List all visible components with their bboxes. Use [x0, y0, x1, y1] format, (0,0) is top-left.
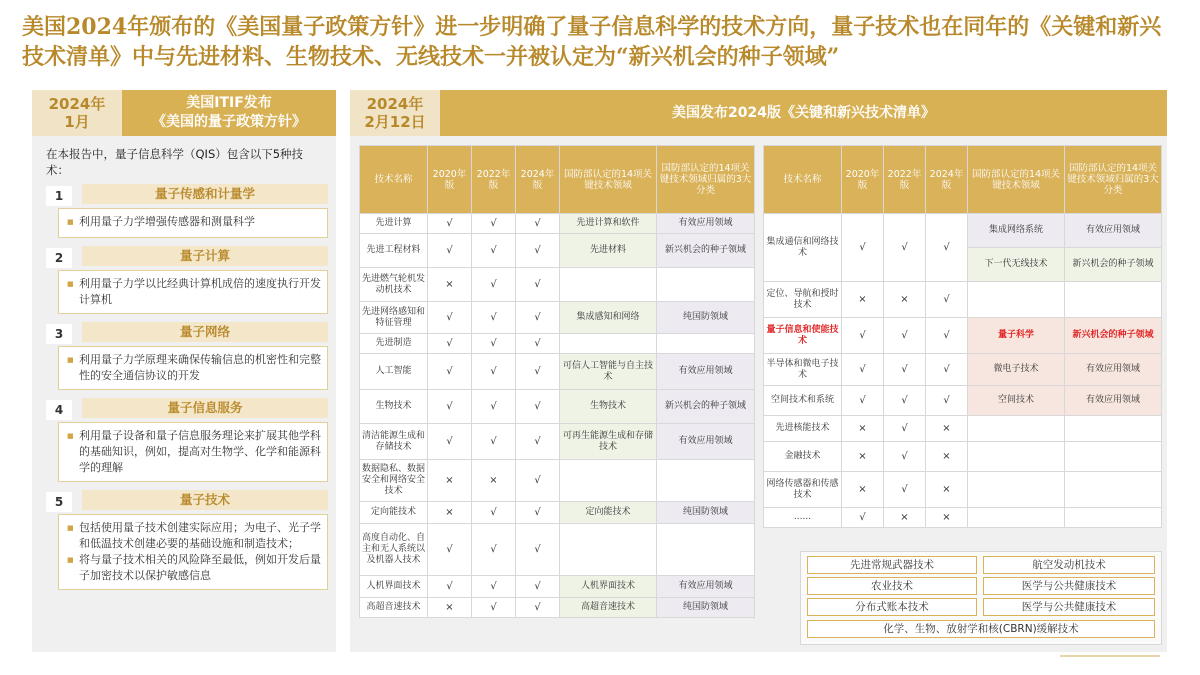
year-2022-cell: √ — [884, 214, 926, 282]
column-header: 2022年版 — [472, 146, 516, 214]
tech-name-cell: 先进网络感知和特征管理 — [360, 302, 428, 334]
year-2022-cell: √ — [472, 598, 516, 618]
section-body — [58, 270, 328, 314]
year-2022-cell: √ — [472, 524, 516, 576]
year-2024-cell: √ — [516, 424, 560, 460]
year-2022-cell: √ — [884, 472, 926, 508]
page-title: 美国2024年颁布的《美国量子政策方针》进一步明确了量子信息科学的技术方向，量子技术也在同年的《关键和新兴技术清单》中与先进材料、生物技术、无线技术一并被认定为“新兴机会的种子领域” — [22, 14, 1162, 70]
cet-table-right — [763, 145, 1162, 528]
year-2024-cell: √ — [516, 598, 560, 618]
year-2022-cell: √ — [472, 234, 516, 268]
table-row — [764, 318, 1162, 354]
year-2020-cell: × — [842, 282, 884, 318]
table-header-row — [360, 146, 755, 214]
table-row — [360, 268, 755, 302]
tech-name-cell: 生物技术 — [360, 390, 428, 424]
dod-field-cell — [560, 460, 657, 502]
tech-name-cell: ...... — [764, 508, 842, 528]
dod-field-cell — [968, 416, 1065, 442]
dod-field-cell — [560, 268, 657, 302]
table-row — [764, 472, 1162, 508]
itif-publisher-line1: 美国ITIF发布 — [186, 95, 272, 111]
section-heading: 量子网络 — [82, 322, 328, 342]
tech-name-cell: 先进核能技术 — [764, 416, 842, 442]
qis-section-list — [32, 184, 336, 590]
dod-category-cell: 纯国防领域 — [657, 598, 755, 618]
dod-field-cell: 量子科学 — [968, 318, 1065, 354]
year-2022-cell: √ — [884, 318, 926, 354]
dod-field-cell: 高超音速技术 — [560, 598, 657, 618]
bullet-text: 包括使用量子技术创建实际应用；为电子、光子学和低温技术创建必要的基础设施和制造技术； — [79, 521, 321, 550]
dod-field-cell: 微电子技术 — [968, 354, 1065, 386]
table-row — [360, 334, 755, 354]
year-2020-cell: √ — [428, 576, 472, 598]
dod-category-cell: 新兴机会的种子领域 — [657, 234, 755, 268]
year-2020-cell: √ — [428, 334, 472, 354]
table-row — [764, 416, 1162, 442]
dod-field-cell — [968, 282, 1065, 318]
year-2020-cell: √ — [842, 386, 884, 416]
dod-field-cell: 可信人工智能与自主技术 — [560, 354, 657, 390]
additional-tech-item: 化学、生物、放射学和核(CBRN)缓解技术 — [807, 620, 1155, 638]
dod-category-cell: 有效应用领域 — [657, 576, 755, 598]
dod-field-cell: 下一代无线技术 — [968, 248, 1065, 282]
qis-section — [40, 322, 328, 390]
qis-section — [40, 490, 328, 590]
year-2024-cell: × — [926, 442, 968, 472]
year-2022-cell: × — [884, 282, 926, 318]
additional-tech-item: 农业技术 — [807, 577, 977, 595]
decorative-line — [1060, 655, 1160, 657]
year-2020-cell: × — [428, 268, 472, 302]
section-number: 1 — [46, 186, 72, 206]
dod-category-cell — [657, 268, 755, 302]
tech-name-cell: 高度自动化、自主和无人系统以及机器人技术 — [360, 524, 428, 576]
dod-category-cell: 有效应用领域 — [1065, 354, 1162, 386]
tech-name-cell: 先进计算 — [360, 214, 428, 234]
year-2020-cell: √ — [428, 424, 472, 460]
itif-report-panel — [32, 90, 336, 652]
year-2020-cell: √ — [842, 214, 884, 282]
itif-date-month: 1月 — [64, 113, 90, 131]
cet-panel-header — [350, 90, 1167, 136]
table-row — [360, 354, 755, 390]
section-number: 5 — [46, 492, 72, 512]
dod-category-cell: 有效应用领域 — [657, 424, 755, 460]
dod-category-cell: 有效应用领域 — [657, 214, 755, 234]
dod-category-cell — [1065, 472, 1162, 508]
dod-field-cell — [968, 508, 1065, 528]
year-2020-cell: √ — [842, 508, 884, 528]
tech-name-cell: 先进燃气轮机发动机技术 — [360, 268, 428, 302]
additional-tech-item: 航空发动机技术 — [983, 556, 1155, 574]
year-2024-cell: √ — [516, 214, 560, 234]
bullet-item — [67, 214, 321, 230]
bullet-text: 利用量子力学增强传感器和测量科学 — [79, 215, 255, 228]
year-2022-cell: √ — [472, 302, 516, 334]
section-heading: 量子信息服务 — [82, 398, 328, 418]
dod-category-cell — [1065, 416, 1162, 442]
tech-name-cell: 数据隐私、数据安全和网络安全技术 — [360, 460, 428, 502]
year-2022-cell: × — [472, 460, 516, 502]
column-header: 国防部认定的14项关键技术领域 — [560, 146, 657, 214]
column-header: 国防部认定的14项关键技术领域 — [968, 146, 1065, 214]
table-row — [764, 214, 1162, 248]
year-2020-cell: √ — [428, 390, 472, 424]
year-2024-cell: √ — [516, 460, 560, 502]
bullet-icon: ■ — [67, 280, 74, 288]
bullet-text: 将与量子技术相关的风险降至最低，例如开发后量子加密技术以保护敏感信息 — [79, 553, 321, 582]
table-header-row — [764, 146, 1162, 214]
qis-section — [40, 398, 328, 482]
year-2020-cell: √ — [428, 234, 472, 268]
year-2024-cell: × — [926, 472, 968, 508]
year-2024-cell: √ — [516, 268, 560, 302]
table-row — [360, 234, 755, 268]
year-2024-cell: √ — [516, 334, 560, 354]
cet-table-left — [359, 145, 755, 618]
year-2024-cell: × — [926, 508, 968, 528]
bullet-item — [67, 552, 321, 584]
tech-name-cell: 定位、导航和授时技术 — [764, 282, 842, 318]
column-header: 2024年版 — [926, 146, 968, 214]
year-2024-cell: √ — [516, 576, 560, 598]
section-number: 4 — [46, 400, 72, 420]
year-2024-cell: √ — [926, 354, 968, 386]
year-2020-cell: √ — [428, 214, 472, 234]
qis-section — [40, 184, 328, 238]
year-2022-cell: √ — [472, 354, 516, 390]
bullet-icon: ■ — [67, 432, 74, 440]
table-row — [764, 442, 1162, 472]
dod-field-cell — [560, 524, 657, 576]
year-2024-cell: √ — [926, 386, 968, 416]
year-2022-cell: √ — [472, 576, 516, 598]
year-2020-cell: × — [428, 502, 472, 524]
dod-category-cell: 纯国防领域 — [657, 302, 755, 334]
tech-name-cell: 空间技术和系统 — [764, 386, 842, 416]
table-row — [360, 302, 755, 334]
cet-publisher: 美国发布2024版《关键和新兴技术清单》 — [440, 90, 1167, 136]
year-2020-cell: √ — [428, 524, 472, 576]
section-body — [58, 422, 328, 482]
table-row — [764, 386, 1162, 416]
bullet-item — [67, 352, 321, 384]
year-2022-cell: √ — [884, 416, 926, 442]
dod-field-cell: 人机界面技术 — [560, 576, 657, 598]
year-2022-cell: √ — [472, 268, 516, 302]
year-2024-cell: √ — [516, 354, 560, 390]
qis-section — [40, 246, 328, 314]
table-row — [360, 502, 755, 524]
year-2024-cell: √ — [926, 214, 968, 282]
section-heading: 量子技术 — [82, 490, 328, 510]
dod-category-cell — [657, 524, 755, 576]
additional-tech-box — [800, 551, 1162, 645]
cet-date-year: 2024年 — [366, 95, 424, 113]
column-header: 技术名称 — [764, 146, 842, 214]
table-row — [360, 390, 755, 424]
additional-tech-item: 医学与公共健康技术 — [983, 577, 1155, 595]
year-2022-cell: √ — [884, 442, 926, 472]
column-header: 国防部认定的14项关键技术领域归属的3大分类 — [1065, 146, 1162, 214]
table-row — [360, 524, 755, 576]
year-2024-cell: √ — [516, 390, 560, 424]
year-2022-cell: √ — [472, 334, 516, 354]
bullet-item — [67, 520, 321, 552]
table-row — [360, 576, 755, 598]
dod-category-cell: 有效应用领域 — [1065, 214, 1162, 248]
bullet-text: 利用量子力学原理来确保传输信息的机密性和完整性的安全通信协议的开发 — [79, 353, 321, 382]
tech-name-cell: 半导体和微电子技术 — [764, 354, 842, 386]
year-2022-cell: √ — [884, 386, 926, 416]
year-2024-cell: √ — [926, 282, 968, 318]
dod-field-cell: 先进材料 — [560, 234, 657, 268]
tech-name-cell: 先进工程材料 — [360, 234, 428, 268]
dod-field-cell: 集成感知和网络 — [560, 302, 657, 334]
bullet-icon: ■ — [67, 524, 74, 532]
itif-publisher-line2: 《美国的量子政策方针》 — [152, 114, 306, 130]
dod-field-cell: 可再生能源生成和存储技术 — [560, 424, 657, 460]
tech-name-cell: 先进制造 — [360, 334, 428, 354]
year-2020-cell: √ — [842, 318, 884, 354]
tech-name-cell: 金融技术 — [764, 442, 842, 472]
dod-category-cell: 新兴机会的种子领域 — [1065, 248, 1162, 282]
year-2020-cell: × — [842, 416, 884, 442]
year-2024-cell: √ — [516, 234, 560, 268]
dod-category-cell: 纯国防领域 — [657, 502, 755, 524]
bullet-icon: ■ — [67, 218, 74, 226]
dod-field-cell: 空间技术 — [968, 386, 1065, 416]
bullet-text: 利用量子设备和量子信息服务理论来扩展其他学科的基础知识，例如，提高对生物学、化学和能源科学的理解 — [79, 429, 321, 474]
dod-field-cell: 先进计算和软件 — [560, 214, 657, 234]
year-2020-cell: √ — [428, 354, 472, 390]
dod-category-cell: 新兴机会的种子领域 — [1065, 318, 1162, 354]
section-body — [58, 514, 328, 590]
column-header: 技术名称 — [360, 146, 428, 214]
cet-date-badge — [350, 90, 440, 136]
itif-date-year: 2024年 — [48, 95, 106, 113]
year-2024-cell: √ — [926, 318, 968, 354]
itif-panel-header — [32, 90, 336, 136]
dod-field-cell: 定向能技术 — [560, 502, 657, 524]
tech-name-cell: 人工智能 — [360, 354, 428, 390]
table-row — [764, 282, 1162, 318]
column-header: 2020年版 — [428, 146, 472, 214]
tech-name-cell: 网络传感器和传感技术 — [764, 472, 842, 508]
section-number: 3 — [46, 324, 72, 344]
dod-field-cell: 集成网络系统 — [968, 214, 1065, 248]
column-header: 国防部认定的14项关键技术领域归属的3大分类 — [657, 146, 755, 214]
section-heading: 量子计算 — [82, 246, 328, 266]
dod-category-cell — [1065, 442, 1162, 472]
dod-category-cell — [1065, 508, 1162, 528]
year-2020-cell: × — [842, 472, 884, 508]
tech-name-cell: 高超音速技术 — [360, 598, 428, 618]
tech-name-cell: 量子信息和使能技术 — [764, 318, 842, 354]
table-row — [360, 424, 755, 460]
year-2020-cell: × — [428, 598, 472, 618]
year-2024-cell: × — [926, 416, 968, 442]
year-2022-cell: √ — [884, 354, 926, 386]
bullet-icon: ■ — [67, 556, 74, 564]
itif-intro: 在本报告中，量子信息科学（QIS）包含以下5种技术： — [46, 147, 304, 177]
section-heading: 量子传感和计量学 — [82, 184, 328, 204]
year-2022-cell: √ — [472, 214, 516, 234]
dod-field-cell — [968, 472, 1065, 508]
additional-tech-item: 分布式账本技术 — [807, 598, 977, 616]
column-header: 2020年版 — [842, 146, 884, 214]
year-2020-cell: × — [842, 442, 884, 472]
column-header: 2022年版 — [884, 146, 926, 214]
dod-field-cell — [968, 442, 1065, 472]
year-2020-cell: √ — [428, 302, 472, 334]
dod-category-cell: 有效应用领域 — [1065, 386, 1162, 416]
additional-tech-item: 先进常规武器技术 — [807, 556, 977, 574]
dod-field-cell: 生物技术 — [560, 390, 657, 424]
year-2024-cell: √ — [516, 302, 560, 334]
year-2022-cell: √ — [472, 502, 516, 524]
dod-category-cell — [657, 460, 755, 502]
dod-category-cell: 有效应用领域 — [657, 354, 755, 390]
dod-category-cell — [1065, 282, 1162, 318]
table-row — [360, 598, 755, 618]
dod-category-cell — [657, 334, 755, 354]
bullet-item — [67, 428, 321, 476]
year-2022-cell: √ — [472, 390, 516, 424]
table-row — [360, 214, 755, 234]
tech-name-cell: 集成通信和网络技术 — [764, 214, 842, 282]
year-2022-cell: √ — [472, 424, 516, 460]
bullet-item — [67, 276, 321, 308]
section-body — [58, 346, 328, 390]
year-2022-cell: × — [884, 508, 926, 528]
itif-publisher — [122, 90, 336, 136]
dod-category-cell: 新兴机会的种子领域 — [657, 390, 755, 424]
year-2020-cell: × — [428, 460, 472, 502]
section-body — [58, 208, 328, 238]
section-number: 2 — [46, 248, 72, 268]
dod-field-cell — [560, 334, 657, 354]
bullet-text: 利用量子力学以比经典计算机成倍的速度执行开发计算机 — [79, 277, 321, 306]
table-row — [360, 460, 755, 502]
tech-name-cell: 人机界面技术 — [360, 576, 428, 598]
bullet-icon: ■ — [67, 356, 74, 364]
tech-name-cell: 清洁能源生成和存储技术 — [360, 424, 428, 460]
column-header: 2024年版 — [516, 146, 560, 214]
year-2024-cell: √ — [516, 502, 560, 524]
year-2024-cell: √ — [516, 524, 560, 576]
itif-date-badge — [32, 90, 122, 136]
cet-date-day: 2月12日 — [364, 113, 426, 131]
additional-tech-item: 医学与公共健康技术 — [983, 598, 1155, 616]
table-row — [764, 508, 1162, 528]
table-row — [764, 354, 1162, 386]
tech-name-cell: 定向能技术 — [360, 502, 428, 524]
year-2020-cell: √ — [842, 354, 884, 386]
